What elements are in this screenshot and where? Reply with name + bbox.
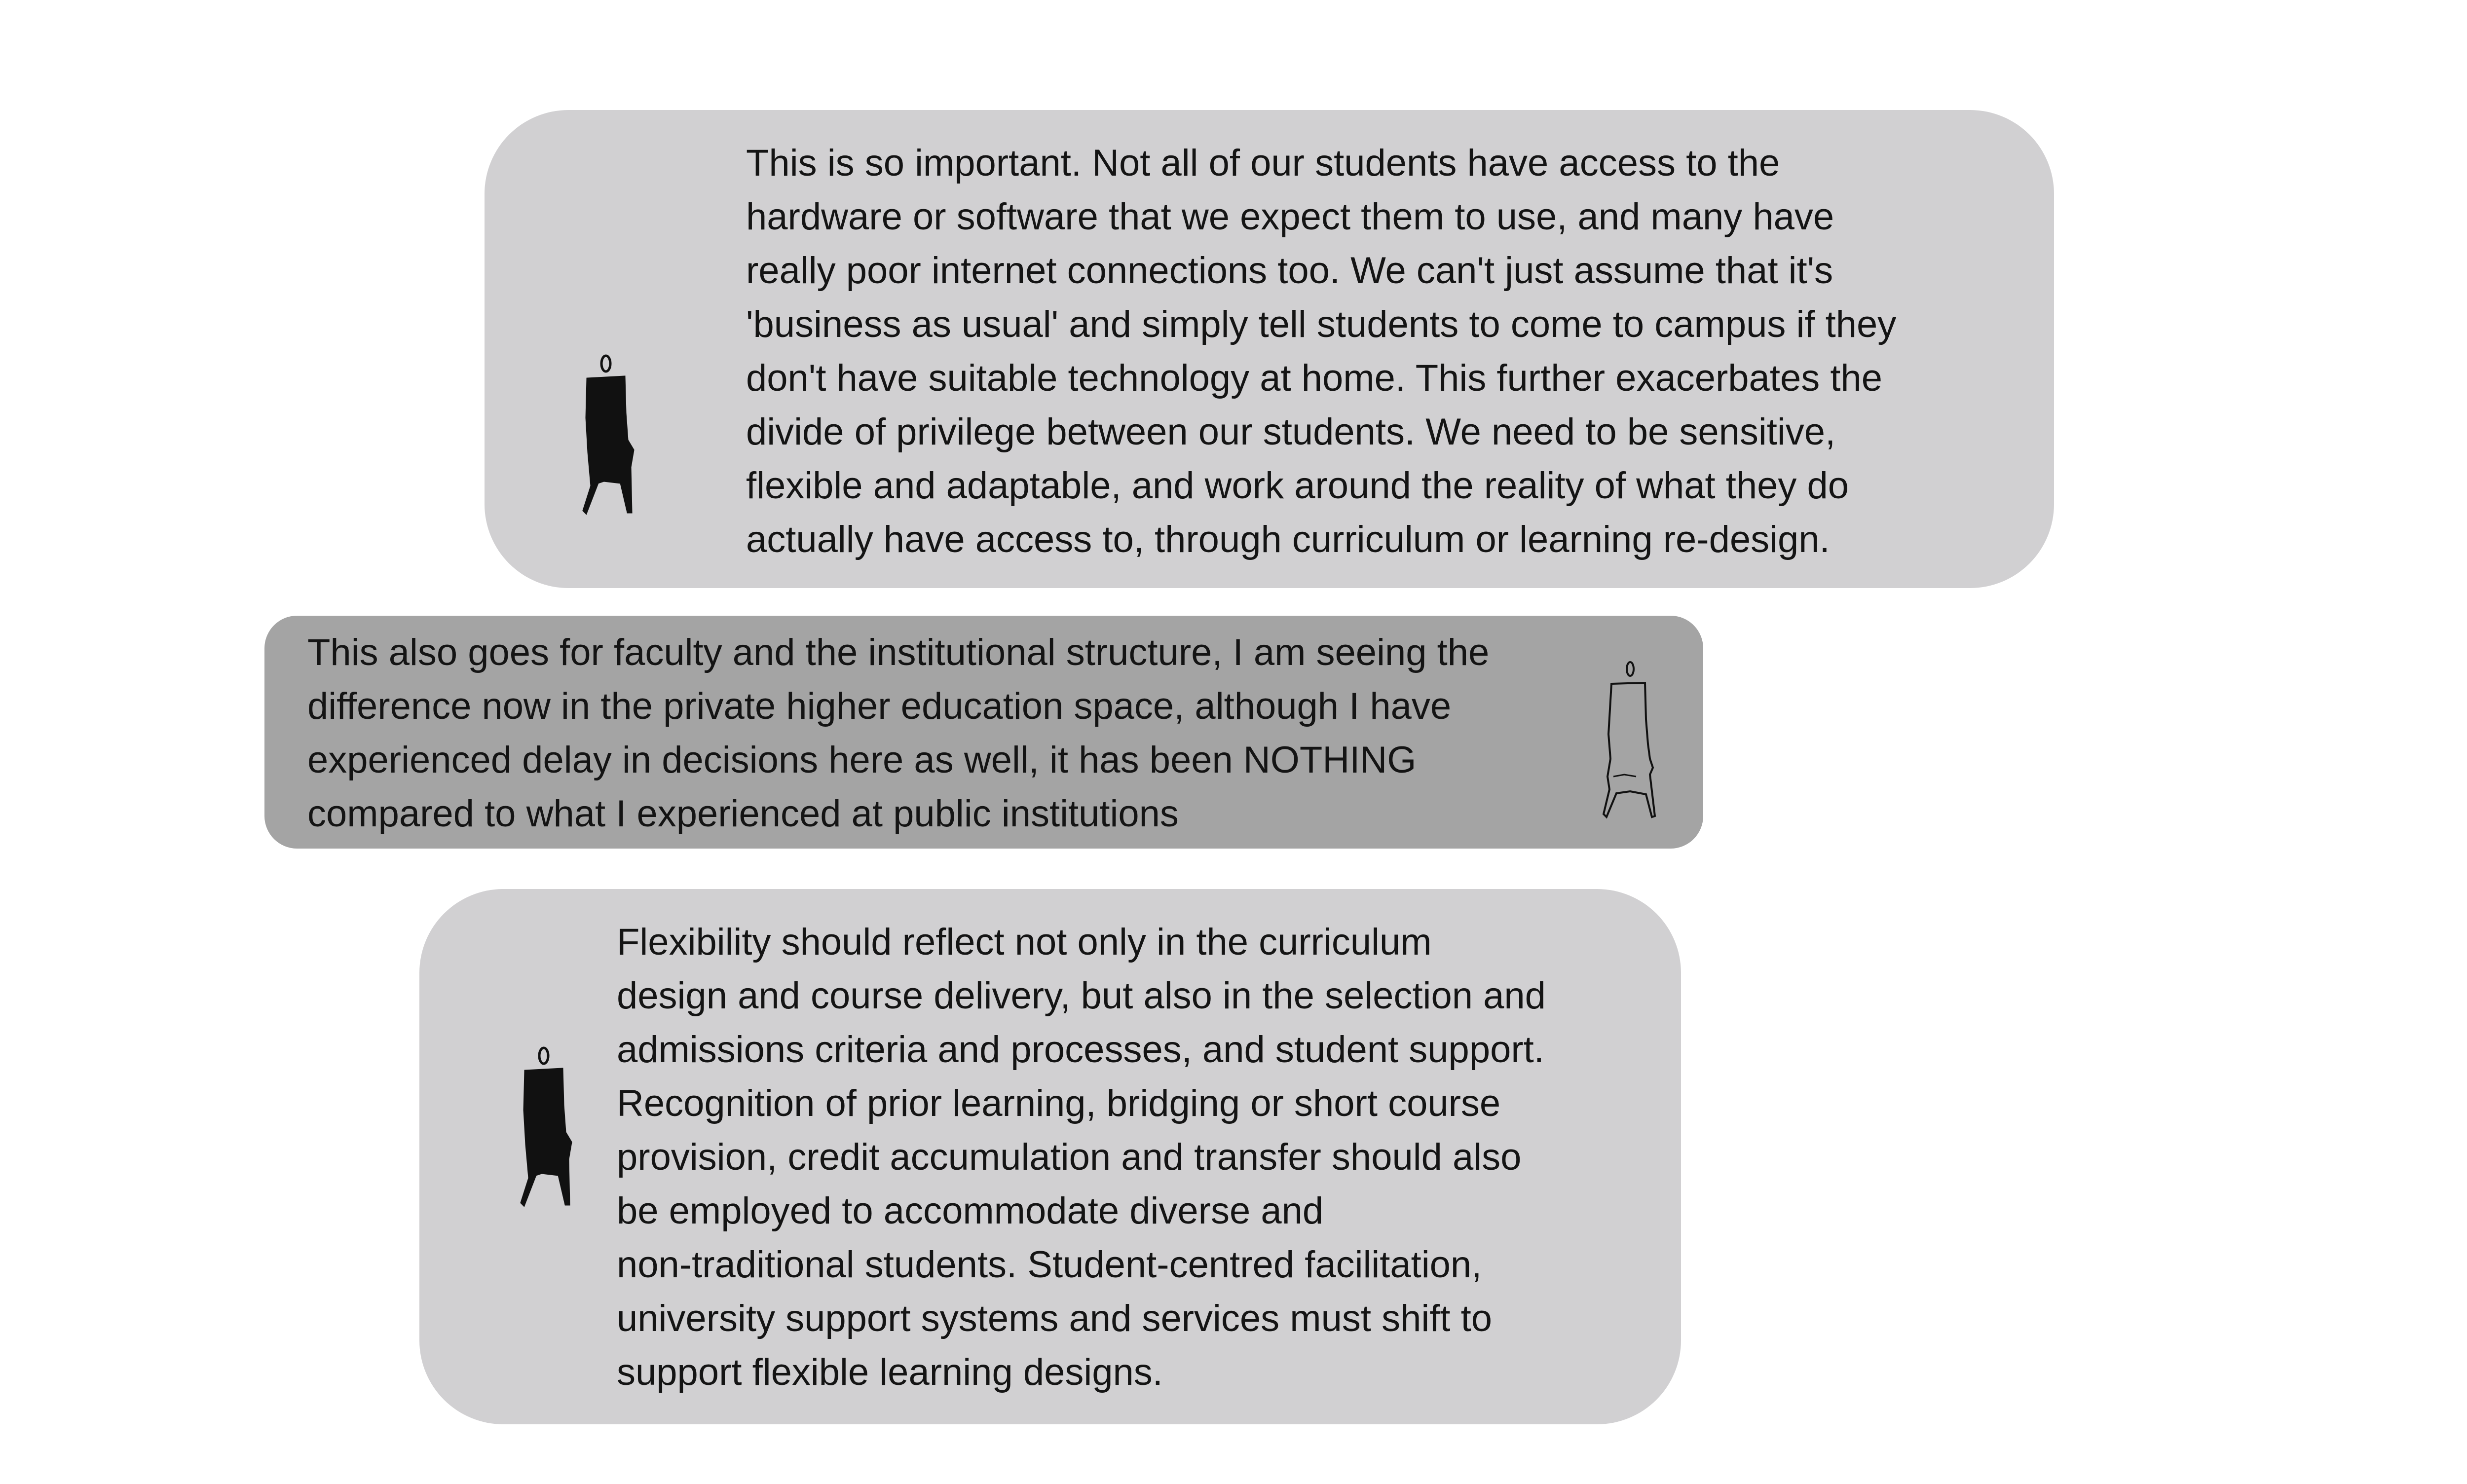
message-text-3: Flexibility should reflect not only in the curriculum design and course delivery, but also in the selection and admissions criteria and processes, and student support. Recognition of prior learning, bridging or short course provision, credit accumulation and transfer should also be employed to accommodate diverse and non-traditional students. Student-centred facilitation, university support systems and services must shift to support flexible learning designs.: [617, 921, 1546, 1393]
person-silhouette-filled-icon: [576, 354, 638, 517]
message-text-2: This also goes for faculty and the institutional structure, I am seeing the difference now in the private higher education space, although I have experienced delay in decisions here as well, it has been NOTHING compared to what I experienced at public institutions: [307, 631, 1490, 835]
message-bubble-1: [485, 110, 2054, 588]
message-text-1: This is so important. Not all of our students have access to the hardware or software that we expect them to use, and many have really poor internet connections too. We can't just assume that it's 'business as usual' and simply tell students to come to campus if they don't have suitable technology at home. This further exacerbates the divide of privilege between our students. We need to be sensitive, flexible and adaptable, and work around the reality of what they do actually have access to, through curriculum or learning re-design.: [746, 142, 1897, 560]
person-silhouette-outline-icon: [1595, 660, 1661, 823]
person-silhouette-filled-icon: [514, 1046, 576, 1209]
message-bubble-2: [264, 616, 1703, 849]
message-bubble-3: [419, 889, 1681, 1424]
